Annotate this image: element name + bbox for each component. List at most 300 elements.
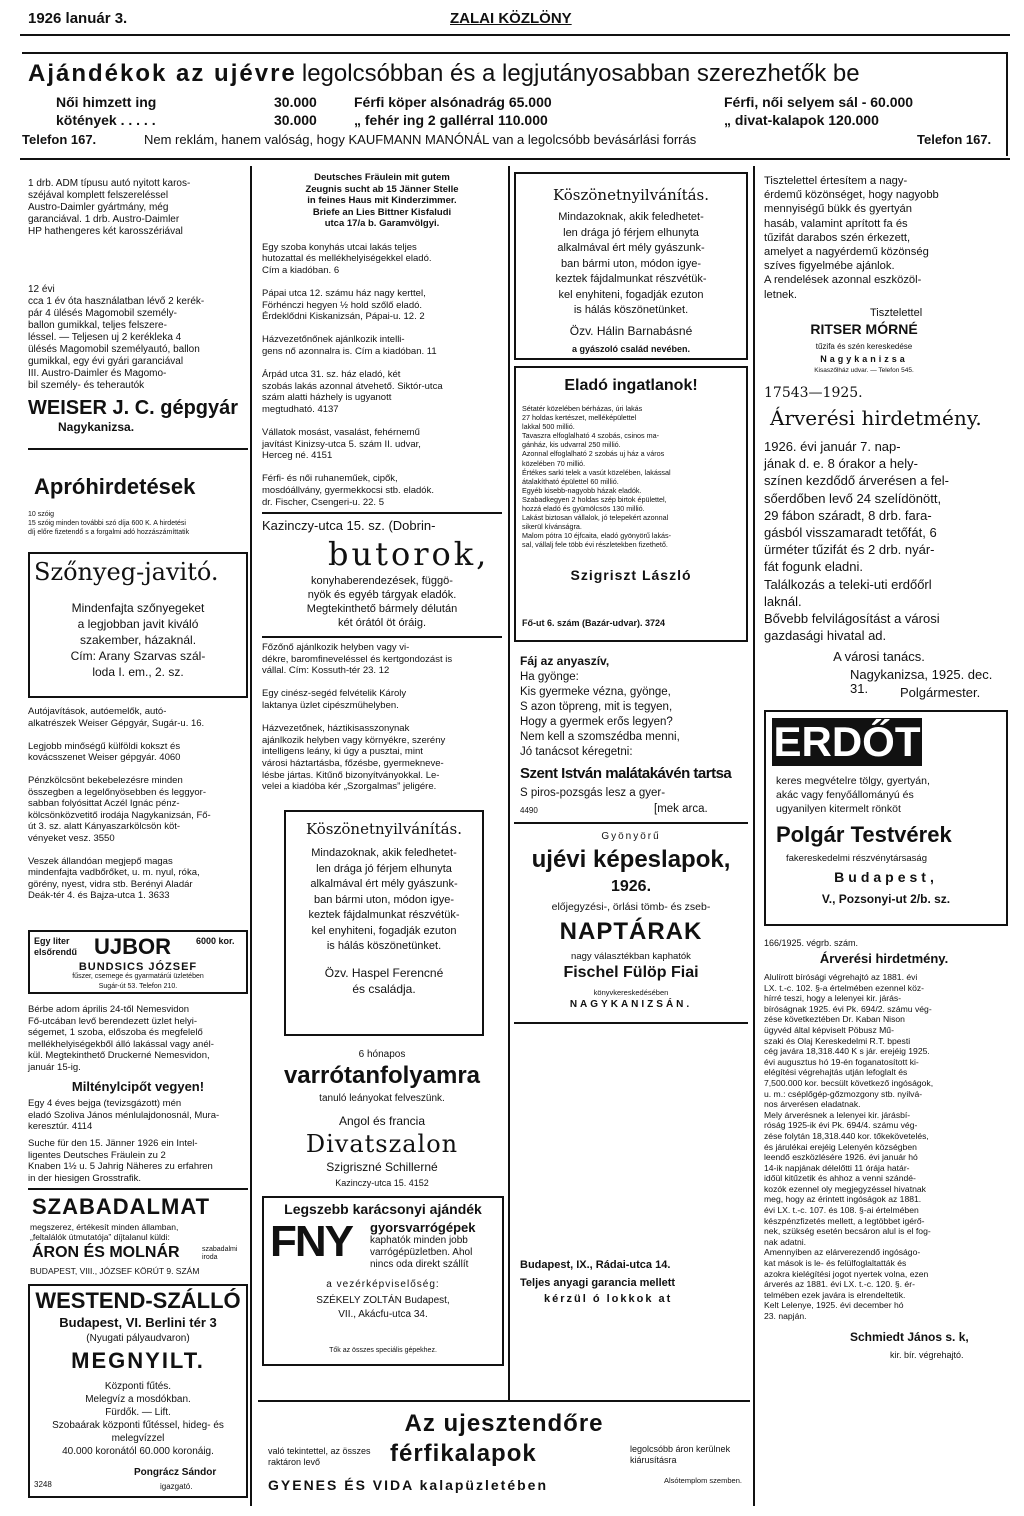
postcard-title: ujévi képeslapok, (531, 846, 731, 873)
ad-line: tűzifát darabos szén érkezett, (764, 231, 911, 244)
patent-address: BUDAPEST, VIII., JÓZSEF KÖRÚT 9. SZÁM (30, 1266, 200, 1276)
auction2-text (764, 972, 1010, 1322)
ad-line: 29 fábon száradt, 8 drb. fara- (764, 507, 932, 523)
ad-line: S azon töpreng, mit is tegyen, (520, 701, 673, 713)
ad-line: „feltalálók útmutatója” díjtalanul küldi: (30, 1232, 170, 1242)
ad-line: ügyvéd által képviselt Pöbusz Mű- (764, 1024, 894, 1035)
ad-line: ban bármi uton, módon igye- (560, 257, 702, 270)
ad-line: szakember, házaknál. (79, 633, 197, 647)
ad-line: loda I. em., 2. sz. (92, 665, 184, 679)
ad-line: cca 1 év óta használatban lévő 2 kerék- (28, 296, 205, 307)
ad-line: gásból visszamaradt tetőfát, 6 (764, 525, 937, 541)
ad-line: melegvízzel (111, 1433, 165, 1444)
westend-role: igazgató. (160, 1482, 193, 1491)
ad-line: hutozattal és mellékhelyiségekkel eladó. (262, 253, 432, 265)
ad-line: két órától öt óráig. (337, 617, 427, 629)
thanks-signature: Özv. Hálin Barnabásné (569, 324, 693, 338)
sewing-sub: tanuló leányokat felveszünk. (319, 1093, 445, 1104)
ad-line: kül. Megtekinthető Druckerné Nemesvidon, (28, 1050, 210, 1061)
ad-line: Azonnal elfoglalható 2 szobás uj ház a város (522, 449, 665, 459)
ad-line: hozzá eladó és gyümölcsös 130 millió. (522, 504, 645, 514)
ad-line: LX. t.-c. 102. §-a értelmében ezennel köz- (764, 982, 925, 993)
ad-line: Egy cinész-segéd felvételik Károly (262, 688, 407, 700)
ad-line: u. m.: cséplőgép-gőzmozgony stb. nyilvá- (764, 1088, 923, 1099)
ad-line: Bővebb felvilágosítást a városi (764, 611, 940, 627)
ad-line: Austro-Daimler gyártmány, még (28, 202, 169, 213)
ad-line: laknál. (764, 593, 802, 609)
hat-sale-ad (258, 1400, 750, 1506)
thanks-title: Köszönetnyilvánítás. (552, 186, 710, 204)
ad-line: keres megvételre tölgy, gyertyán, (776, 775, 930, 787)
calendars-title: NAPTÁRAK (559, 918, 703, 945)
phone-left: Telefon 167. (22, 132, 97, 147)
salon-address: Kazinczy-utca 15. 4152 (335, 1178, 429, 1188)
bookshop-city: NAGYKANIZSÁN. (569, 999, 693, 1010)
ad-line: keztek fájdalmunkat részvétük- (308, 909, 460, 921)
patent-sub: szabadalmi iroda (202, 1246, 238, 1261)
ad-line: összegben a legelőnyösebben és leggyor- (28, 786, 206, 798)
ad-line: elégítési végrehajtás utján lefoglalt és (764, 1067, 908, 1078)
ad-line: Fürdők. — Lift. (105, 1407, 171, 1418)
firewood-address: Kisaszőlház udvar. — Telefon 545. (814, 367, 914, 374)
budapest-line2: kérzül ó lokkok at (544, 1293, 673, 1305)
small-ads-block-2 (262, 642, 502, 793)
rate-line: díj előre fizetendő s a forgalmi adó hozzászámíttatik (28, 529, 190, 536)
adm-car-ad (28, 178, 248, 238)
ad-line: megtudható. 4137 (262, 403, 339, 415)
ad-line: ugyanilyen kitermelt rönköt (776, 803, 901, 815)
ad-line: Főzőnő ajánlkozik helyben vagy vi- (262, 642, 410, 653)
forest-title: ERDŐT (773, 718, 921, 765)
forest-wanted-ad (764, 710, 1008, 926)
ad-line: intelligens leány, ki úgy a pusztai, mint (262, 746, 423, 758)
ad-line: kel enyhiteni, fogadják ezuton (558, 288, 704, 301)
ad-line: eladó Szoliva János ménlulajdonosnál, Mura- (28, 1109, 220, 1121)
patent-title: SZABADALMAT (32, 1194, 211, 1219)
column-2 (258, 166, 504, 1506)
ad-line: 1 drb. ADM típusu autó nyitott karos- (28, 178, 191, 189)
auction-title: Árverési hirdetmény. (770, 406, 982, 430)
ad-line: árverés az 1881. évi LX. t.-c. 120. §. ér- (764, 1279, 915, 1290)
ad-line: évi LX. t.-c. 107. és 108. §-ai értelmében (764, 1205, 919, 1216)
ad-line: Mindenfajta szőnyegeket (71, 601, 205, 615)
carpet-text (30, 600, 246, 680)
ad-line: 1926. évi január 7. nap- (764, 439, 901, 454)
ad-line: lakkal 500 millió. (522, 422, 575, 432)
malt-poem (520, 670, 746, 760)
masthead (0, 0, 1024, 34)
ad-line: Cím: Arany Szarvas szál- (70, 649, 206, 663)
ad-line: 23. napján. (764, 1311, 807, 1321)
ad-line: is hálás köszönetünket. (573, 304, 689, 316)
german-ad (28, 1138, 248, 1184)
auction2-role: kir. bír. végrehajtó. (890, 1350, 964, 1360)
westend-amenities (30, 1380, 246, 1458)
sewing-machine-ad (262, 1196, 504, 1366)
ad-line: Zeugnis sucht ab 15 Jänner Stelle (305, 183, 459, 195)
ad-line: konyhaberendezések, függö- (311, 575, 453, 587)
ad-line: közelében 70 millió. (522, 458, 586, 468)
ad-line: Pénzkölcsönt bekebelezésre minden (28, 775, 183, 786)
magomobil-ad (28, 284, 248, 392)
price-value: 30.000 (274, 94, 317, 110)
ad-line: mosdóállvány, gyermekkocsi stb. eladók. (262, 485, 434, 497)
auction-number: 17543—1925. (764, 385, 863, 401)
ad-line: január 15-ig. (28, 1061, 81, 1073)
ad-line: átalakítható épülettel 60 millió. (522, 476, 619, 486)
ad-line: amelyet a nagyérdemű közönség (764, 246, 929, 259)
ad-line: alkalmával ért mély gyászunk- (557, 242, 705, 254)
ad-line: dr. Fischer, Csengeri-u. 22. 5 (262, 496, 384, 508)
malt-num: 4490 (520, 806, 538, 815)
ad-line: HP hathengeres két karosszériával (28, 226, 183, 237)
newspaper-title: ZALAI KÖZLÖNY (450, 10, 572, 27)
salon-lang: Angol és francia (338, 1114, 426, 1128)
thanks-signature: a gyászoló család nevében. (571, 344, 691, 354)
ad-line: javítást Kinizsy-utca 5. szám II. udvar, (262, 438, 421, 450)
ad-line: kölcsönközvetitő irodája Nagykanizsán, Fő- (28, 809, 211, 821)
forest-company: Polgár Testvérek (776, 822, 952, 847)
ad-line: gens nő azonnalra is. Cím a kiadóban. 11 (262, 345, 437, 357)
ad-line: hírré teszi, hogy a lelenyei kir. járás- (764, 993, 902, 1004)
ad-line: gánház, kis udvarral 250 millió. (522, 440, 621, 450)
auction2-title: Árverési hirdetmény. (819, 951, 949, 966)
ad-line: pár 4 ülésés Magomobil személy- (28, 308, 177, 319)
ujbor-ad (28, 930, 248, 994)
ad-line: vállal. Cím: Kossuth-tér 23. 12 (262, 665, 390, 677)
patent-name: ÁRON ÉS MOLNÁR (32, 1244, 180, 1261)
ujbor-name: BUNDSICS JÓZSEF (78, 961, 198, 973)
small-ads-block-1 (262, 172, 502, 508)
ad-line: széjával komplett felszereléssel (28, 190, 169, 201)
kaufmann-banner-ad (22, 52, 1008, 156)
issue-date: 1926 lanuár 3. (28, 10, 128, 27)
forest-address: V., Pozsonyi-ut 2/b. sz. (821, 892, 951, 906)
westend-sub: (Nyugati pályaudvaron) (86, 1333, 190, 1344)
hat-pre: való tekintettel, az összes raktáron levő (268, 1446, 371, 1467)
ad-line: Knaben 1½ u. 5 Jahrig Näheres zu erfahren (28, 1161, 213, 1172)
ad-line: meg, hogy az érintett ingóságok az 1881. (764, 1194, 922, 1205)
westend-num: 3248 (34, 1480, 52, 1489)
ad-line: Melegvíz a mosdókban. (85, 1394, 191, 1405)
auction-date: Nagykanizsa, 1925. dec. 31. (850, 667, 993, 696)
banner-headline-rest: legolcsóbban és a legjutányosabban szerezhetők be (301, 60, 860, 87)
ad-line: Nem kell a szomszédba menni, (520, 731, 680, 743)
ad-line: Találkozás a teleki-uti erdőőrl (764, 576, 932, 592)
ad-line: szám alatti házhely is ugyanott (262, 392, 392, 404)
ad-line: ségemet, 1 szoba, előszoba és megfelelő (28, 1027, 203, 1038)
ad-line (28, 729, 248, 741)
ad-line: Árpád utca 31. sz. ház eladó, két (262, 369, 401, 381)
auction-signature: Polgármester. (900, 685, 981, 700)
real-estate-title: Eladó ingatlanok! (564, 377, 698, 394)
ujbor-addr: Sugár-út 53. Telefon 210. (98, 983, 178, 990)
salon-title: Divatszalon (305, 1130, 459, 1158)
ad-line: zése folytán 18,318.440 kor. tőkekövetelés, (764, 1130, 929, 1141)
ujbor-sub: fűszer, csemege és gyarmatárúi üzletében (72, 973, 204, 980)
thanks-title: Köszönetnyilvánítás. (305, 820, 463, 838)
ad-line: léssel. — Teljesen uj 2 kerékleka 4 (28, 332, 182, 343)
auction-text (764, 438, 1010, 644)
price-item: „ divat-kalapok 120.000 (724, 112, 879, 128)
furniture-title: Kazinczy-utca 15. sz. (Dobrin- (262, 518, 436, 533)
ad-line: a legjobban javit kiváló (77, 617, 199, 631)
agent-name: SZÉKELY ZOLTÁN Budapest, (316, 1295, 450, 1306)
auction-signature: A városi tanács. (833, 649, 925, 664)
ad-line: gumikkal, egy évi gyári garanciával (28, 356, 184, 367)
ad-line: évi augusztus hó 19-én foganatosított ki- (764, 1056, 919, 1067)
ad-line (262, 677, 502, 689)
ad-line: Házvezetőnek, háztikisasszonynak (262, 723, 410, 735)
section-rule (28, 1188, 248, 1190)
ad-line: 14-ik napjának délelőtti 11 órája határ- (764, 1162, 910, 1173)
ad-line: zése következtében Dr. Kaban Nison (764, 1014, 905, 1025)
small-classifieds (28, 706, 248, 902)
ad-line: Mindazoknak, akik feledhetet- (311, 847, 457, 859)
ad-line: len drága jó férjem elhunyta (563, 226, 699, 239)
ad-line: nyök és egyéb tárgyak eladók. (307, 589, 457, 601)
ad-line: ürméter tűzifát és 2 drb. nyár- (764, 542, 935, 558)
ad-line: Vállatok mosást, vasalást, fehérnemű (262, 427, 420, 439)
ad-line: ballon gumikkal, teljes felszere- (28, 320, 167, 331)
ad-line: nak adatni. (764, 1236, 807, 1247)
column-divider (508, 166, 510, 1506)
ad-line: nos árverésen eladatnak. (764, 1099, 861, 1110)
ad-line: Fő-utcában levő berendezett üzlet helyi- (28, 1015, 197, 1027)
section-rule (262, 636, 502, 638)
ad-line: Érdeklődni Kiskanizsán, Pápai-u. 12. 2 (262, 311, 425, 323)
ujbor-price: 6000 kor. (196, 936, 235, 946)
ad-line: kovácsszenet Weiser gépgyár. 4060 (28, 752, 181, 763)
ad-line: városi háztartásba, főzésbe, gyermekneve- (262, 757, 444, 769)
rate-line: 10 szóig (28, 511, 55, 518)
carpet-repair-ad (28, 552, 248, 698)
ad-line: Férfi- és női ruhaneműek, cipők, (262, 473, 398, 485)
masthead-rule (20, 34, 1010, 36)
ad-line: Veszek állandóan megjepő magas (28, 855, 173, 867)
ad-line: ban bármi uton, módon igye- (313, 893, 455, 906)
ad-line (262, 415, 502, 427)
ad-line: Pápai utca 12. számu ház nagy kerttel, (262, 287, 426, 299)
ad-line: Cím a kiadóban. 6 (262, 264, 340, 276)
ad-line: Ha gyönge: (520, 671, 579, 683)
ad-line: Amennyiben az elárverezendő ingóságo- (764, 1247, 921, 1258)
ad-line: Jó tanácsot kéregetni: (520, 746, 633, 758)
section-rule (514, 822, 748, 824)
ad-line: sal, vállalj fele több évi részletekben fizethető. (522, 540, 668, 550)
ad-line (28, 844, 248, 856)
ad-line (262, 712, 502, 724)
ad-line: kozók ezennel oly megjegyzéssel hivatnak (764, 1183, 926, 1194)
price-value: 30.000 (274, 112, 317, 128)
horse-ad (28, 1098, 248, 1133)
salon-names: Szigriszné Schillerné (326, 1160, 438, 1174)
price-item: Női himzett ing (56, 94, 157, 110)
fny-logo: FNY (270, 1217, 352, 1266)
ad-line: keztek fájdalmunkat részvétük- (555, 273, 707, 285)
ad-line: Tavaszra elfoglalható 4 szobás, csinos ma- (522, 431, 660, 441)
hat-title: Az ujesztendőre (404, 1410, 604, 1437)
ad-line: érdemű közönséget, hogy nagyobb (764, 189, 939, 202)
ad-line: Briefe an Lies Bittner Kisfaludi (312, 206, 452, 218)
ad-line: Herceg né. 4151 (262, 450, 333, 462)
ad-line: Autójavítások, autóemelők, autó- (28, 706, 167, 717)
ad-line: alkalmával ért mély gyászunk- (310, 878, 458, 890)
westend-address: Budapest, VI. Berlini tér 3 (59, 1315, 217, 1330)
phone-right: Telefon 167. (917, 132, 992, 147)
ad-line: mindenfajta vadbőrőket, u. m. nyul, róka, (28, 867, 200, 878)
patent-text (30, 1222, 246, 1242)
postcard-sub: előjegyzési-, örlási tömb- és zseb- (551, 901, 711, 913)
ad-line: III. Austro-Daimler és Magomo- (28, 368, 167, 379)
ad-line: bil személy- és teherautók (28, 380, 145, 391)
budapest-line: Teljes anyagi garancia mellett (520, 1277, 676, 1289)
ad-line: Szabadkegyen 2 holdas szép birtok épülettel, (522, 494, 667, 504)
ad-line: Legjobb minőségű külföldi kokszt és (28, 740, 181, 752)
postcard-year: 1926. (610, 878, 652, 895)
weiser-city: Nagykanizsa. (58, 420, 135, 434)
ad-line (262, 462, 502, 474)
ad-line: velei a kiadóba kér „Szorgalmas” jeligére. (262, 781, 437, 793)
ujbor-title: UJBOR (94, 934, 172, 959)
ad-line: 12 évi (28, 284, 55, 295)
ad-line: út 3. sz. alatt Kányaszarkölcsön köt- (28, 821, 181, 832)
furniture-word: butorok, (328, 535, 490, 573)
ujbor-left: Egy liter elsőrendű (34, 936, 78, 957)
carpet-title: Szőnyeg-javitó. (34, 558, 219, 586)
ad-line: sikerül kívánságra. (522, 522, 582, 532)
agent-label: a vezérképviselőség: (326, 1279, 440, 1290)
firewood-name: RITSER MÓRNÉ (810, 321, 918, 337)
ad-line: Központi fűtés. (104, 1381, 172, 1392)
ad-line: mennyiségű bükk és gyertyán (764, 203, 913, 216)
ad-line: letnek. (764, 288, 797, 301)
ad-line: utca 17/a b. Garamvölgyi. (324, 218, 440, 230)
rental-ad (28, 1004, 248, 1073)
firewood-role: tűzifa és szén kereskedése (815, 342, 913, 351)
ad-line: Förhénczi hegyen ½ hold szőlő eladó. (262, 299, 423, 311)
hat-right: legolcsóbb áron kerülnek kiárusításra (630, 1444, 731, 1465)
thanks-ad-halin (514, 172, 748, 360)
malt-slogan: Szent István malátakávén tartsa (520, 765, 732, 782)
column-1 (28, 166, 248, 1506)
firewood-greeting: Tisztelettel (870, 307, 923, 319)
ad-line: gazdasági hivatal ad. (764, 628, 887, 644)
ad-line: Egy 4 éves bejga (tevizsgázott) mén (28, 1098, 182, 1109)
classifieds-rates (28, 510, 248, 537)
westend-title: WESTEND-SZÁLLÓ (35, 1288, 241, 1313)
rate-line: 15 szóig minden további szó díja 600 K. A hirdetési (28, 520, 186, 527)
banner-headline (28, 60, 860, 88)
forest-role: fakereskedelmi részvénytársaság (786, 853, 927, 864)
thanks-signature: Özv. Haspel Ferencné (324, 966, 444, 980)
gift-title: Legszebb karácsonyi ajándék (284, 1201, 482, 1217)
ad-line: Malom pótra 10 éjfcaita, eladó gyönyörű lakás- (522, 531, 672, 541)
bookshop-role: könyvkereskedésében (593, 988, 669, 997)
malt-title: Fáj az anyaszív, (520, 654, 610, 668)
ad-line: akác vagy fenyőállományú és (776, 789, 914, 801)
furniture-text (262, 574, 502, 630)
real-estate-address: Fő-ut 6. szám (Bazár-udvar). 3724 (522, 618, 666, 628)
hat-shop: GYENES ÉS VIDA kalapüzletében (268, 1477, 548, 1493)
ad-line: Egyéb kisebb-nagyobb házak eladók. (522, 485, 642, 495)
ad-line: időül kitűzetik és ahhoz a venni szándé- (764, 1173, 916, 1184)
ad-line: laktanya üzlet cipészmühelyben. (262, 699, 399, 711)
agent-address: VII., Akácfu-utca 34. (338, 1309, 428, 1320)
thanks-text (290, 846, 478, 955)
firewood-notice (764, 174, 1008, 302)
ad-line: 27 holdas kertészet, melléképülettel (522, 413, 637, 423)
ad-line: Mindazoknak, akik feledhetet- (558, 211, 704, 223)
ad-line: vényeket vesz. 3550 (28, 832, 115, 844)
ad-line (262, 276, 502, 288)
ad-line: in feines Haus mit Kinderzimmer. (307, 195, 457, 207)
ad-line: fát fogunk eladni. (764, 559, 864, 575)
hat-big: férfikalapok (390, 1440, 537, 1467)
ad-line: görény, nyest, vidra stb. Berényi Aladár (28, 878, 193, 890)
price-item: Férfi köper alsónadrág 65.000 (354, 94, 552, 110)
ad-line: Értékes sarki telek a vasút közelében, lakással (522, 467, 671, 477)
ad-line: ligentes Deutsches Fräulein zu 2 (28, 1149, 166, 1161)
section-rule (262, 512, 502, 514)
real-estate-ad (514, 366, 748, 642)
ad-line: Kis gyermeke vézna, gyönge, (520, 686, 671, 698)
ad-line: A rendelések azonnal eszközöl- (764, 274, 922, 287)
ad-line: nek, szükség esetén becsáron alul is el fog- (764, 1226, 931, 1237)
thanks-signature: és családja. (352, 982, 416, 996)
westend-hotel-ad (28, 1284, 248, 1498)
column-divider (753, 166, 755, 1506)
ad-line: Házvezetőnőnek ajánlkozik intelli- (262, 334, 405, 346)
banner-rule (20, 158, 1010, 160)
classifieds-title: Apróhirdetések (34, 474, 196, 499)
ad-line: sabban folyósittat Aczél Ignác pénz- (28, 798, 180, 809)
ad-line: szobás lakás azonnal átvehető. Siktór-utca (262, 380, 443, 392)
ad-line: dékre, baromfineveléssel és kertgondozást is (262, 653, 453, 665)
malt-tail: S piros-pozsgás lesz a gyer- (520, 787, 666, 799)
shoe-ad: Milténylcipőt vegyen! (71, 1079, 205, 1094)
ad-line: keresztúr. 4114 (28, 1121, 93, 1132)
firewood-city: Nagykanizsa (820, 354, 908, 364)
ad-line: jának d. e. 8 órakor a hely- (764, 456, 918, 472)
ad-line: 7,500.000 kor. becsült következő ingóságok, (764, 1077, 934, 1088)
postcard-pre: Gyönyörű (601, 831, 661, 842)
price-item: Férfi, női selyem sál - 60.000 (724, 94, 914, 110)
machine-text (370, 1220, 502, 1271)
ad-line: szíves figyelmébe ajánlok. (764, 260, 895, 273)
ad-line: Lakást biztosan vállalok, jó telepekért azonnal (522, 513, 669, 523)
section-rule (28, 448, 248, 450)
ad-line: in der hiesigen Grosstrafik. (28, 1172, 141, 1184)
thanks-ad-haspel (284, 810, 484, 1036)
bookshop-name: Fischel Fülöp Fiai (563, 964, 699, 981)
ad-line: Mely árverésnek a lelenyei kir. járásbí- (764, 1109, 911, 1120)
ad-line: szaki és Olaj Kereskedelmi R.T. bpesti (764, 1035, 911, 1046)
forest-text (776, 774, 1002, 816)
ad-line: varrógépüzletben. Ahol (370, 1247, 473, 1258)
ad-line: Deutsches Fräulein mit gutem (314, 172, 450, 183)
machine-note: Tők az összes speciális gépekhez. (329, 1347, 437, 1354)
ad-line: len drága jó férjem elhunyta (316, 862, 452, 875)
ad-line: is hálás köszönetünket. (326, 940, 442, 952)
ad-line: leendő eszközlésére 1926. évi január hó (764, 1152, 918, 1163)
ad-line: Suche für den 15. Jänner 1926 ein Intel- (28, 1138, 198, 1149)
ad-line: hasáb, valamint aprított fa és (764, 217, 908, 230)
ad-line: nincs oda direkt szállít (370, 1259, 469, 1270)
ad-line: megszerez, értékesít minden államban, (30, 1222, 179, 1232)
ad-line: cég javára 18,318.440 K s jár. erejéig 1925. (764, 1046, 930, 1057)
ad-line: Deák-tér 4. és Bajza-utca 1. 3633 (28, 890, 170, 901)
